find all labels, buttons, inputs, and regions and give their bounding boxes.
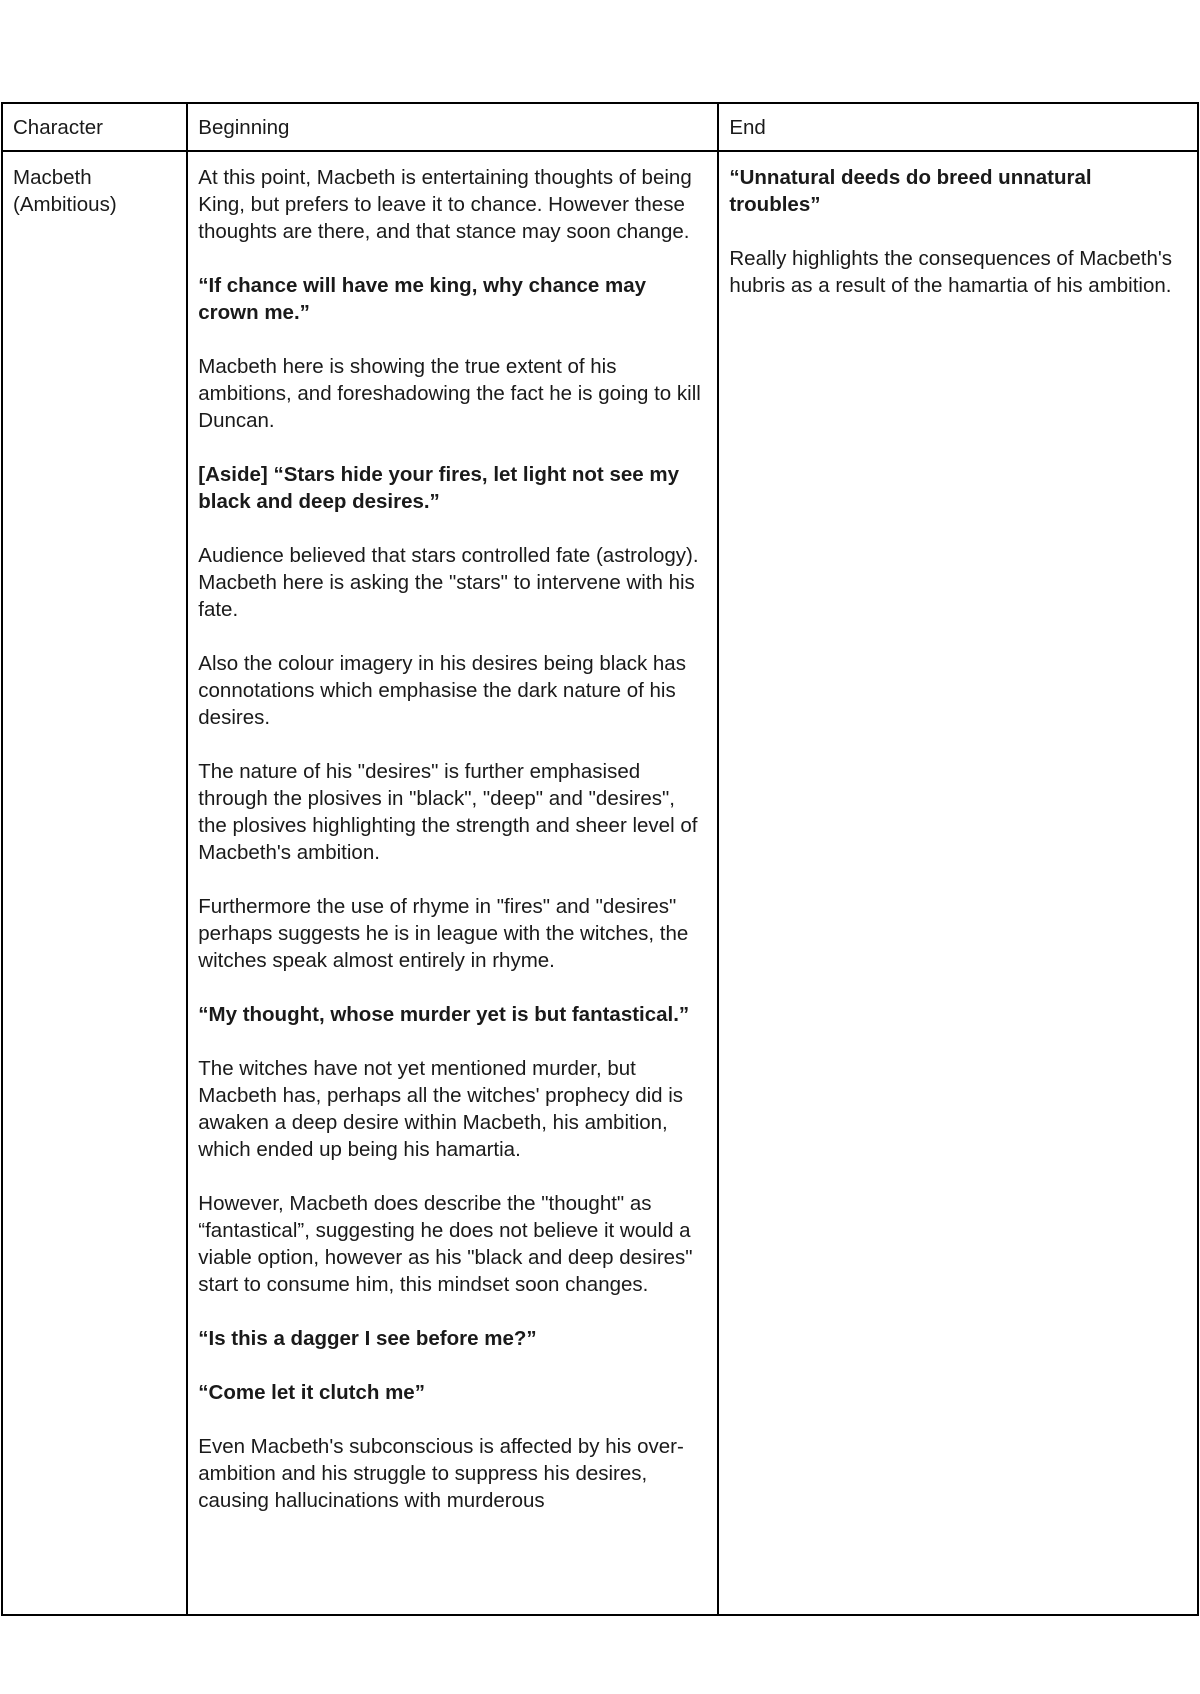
beginning-paragraph: Even Macbeth's subconscious is affected by his over-ambition and his struggle to suppress his desires, causing hallucinations with murderous xyxy=(198,1435,684,1512)
character-trait: (Ambitious) xyxy=(13,193,117,216)
beginning-quote: “Is this a dagger I see before me?” xyxy=(198,1327,537,1350)
beginning-paragraph: The witches have not yet mentioned murder, but Macbeth has, perhaps all the witches' prophecy did is awaken a deep desire within Macbeth, his ambition, which ended up being his hamartia. xyxy=(198,1057,684,1161)
character-cell xyxy=(2,151,187,1615)
table-row xyxy=(2,151,1198,1615)
beginning-paragraph: Also the colour imagery in his desires being black has connotations which emphasise the dark nature of his desires. xyxy=(198,652,686,729)
beginning-quote: “If chance will have me king, why chance may crown me.” xyxy=(198,274,647,324)
beginning-cell xyxy=(187,151,718,1615)
beginning-paragraph: At this point, Macbeth is entertaining thoughts of being King, but prefers to leave it to chance. However these thoughts are there, and that stance may soon change. xyxy=(198,166,692,243)
beginning-paragraph: Furthermore the use of rhyme in "fires" and "desires" perhaps suggests he is in league with the witches, the witches speak almost entirely in rhyme. xyxy=(198,895,689,972)
header-beginning: Beginning xyxy=(187,103,718,151)
header-end: End xyxy=(718,103,1198,151)
header-character: Character xyxy=(2,103,187,151)
beginning-paragraph: Audience believed that stars controlled fate (astrology). Macbeth here is asking the "stars" to intervene with his fate. xyxy=(198,544,699,621)
beginning-quote: “Come let it clutch me” xyxy=(198,1381,425,1404)
beginning-quote: [Aside] “Stars hide your fires, let light not see my black and deep desires.” xyxy=(198,463,679,513)
end-cell xyxy=(718,151,1198,1615)
table-header-row xyxy=(2,103,1198,151)
beginning-paragraph: However, Macbeth does describe the "thought" as “fantastical”, suggesting he does not believe it would a viable option, however as his "black and deep desires" start to consume him, this mindset soon changes. xyxy=(198,1192,693,1296)
character-name: Macbeth xyxy=(13,166,92,189)
end-paragraph: Really highlights the consequences of Macbeth's hubris as a result of the hamartia of his ambition. xyxy=(729,247,1173,297)
character-analysis-table xyxy=(1,102,1199,1616)
end-quote: “Unnatural deeds do breed unnatural troubles” xyxy=(729,166,1092,216)
beginning-quote: “My thought, whose murder yet is but fantastical.” xyxy=(198,1003,690,1026)
beginning-paragraph: Macbeth here is showing the true extent of his ambitions, and foreshadowing the fact he is going to kill Duncan. xyxy=(198,355,701,432)
beginning-paragraph: The nature of his "desires" is further emphasised through the plosives in "black", "deep" and "desires", the plosives highlighting the strength and sheer level of Macbeth's ambition. xyxy=(198,760,698,864)
